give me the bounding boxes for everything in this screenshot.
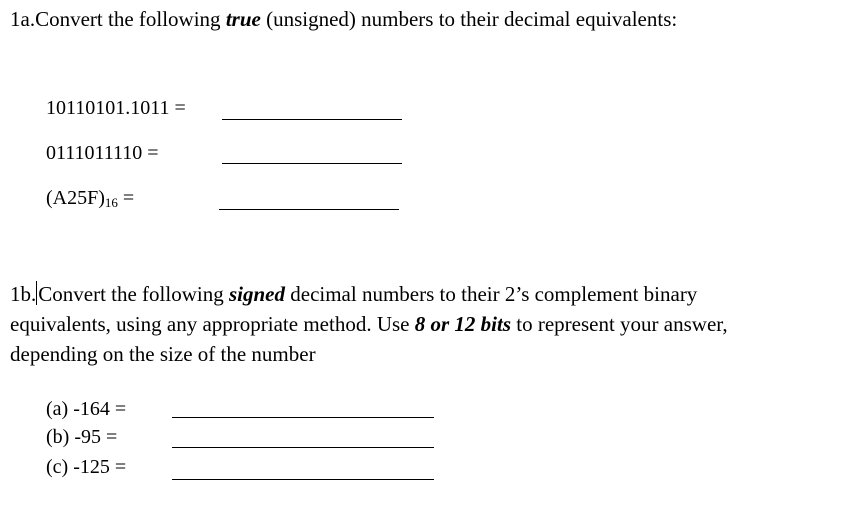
question-1a-text-pre: Convert the following: [35, 7, 226, 31]
answer-blank-1a-1[interactable]: [222, 119, 402, 120]
answer-blank-1a-2[interactable]: [222, 163, 402, 164]
question-1b-number: 1b.: [10, 282, 37, 306]
question-1b-line-2: [10, 309, 835, 339]
question-1a-item-3-base: 16: [104, 195, 118, 210]
answer-blank-1b-c[interactable]: [172, 479, 434, 480]
question-1b-line-3: depending on the size of the number: [10, 342, 316, 366]
question-1a-item-3-main: (A25F): [46, 187, 105, 209]
answer-blank-1b-b[interactable]: [172, 447, 434, 448]
question-1b-line-1-pre: Convert the following: [38, 282, 229, 306]
question-1b-item-c-label: (c): [46, 456, 69, 478]
question-1a-item-2: [46, 141, 159, 165]
question-1b-emphasis-bits: 8 or 12 bits: [414, 312, 511, 336]
question-1a-emphasis: true: [225, 7, 261, 31]
question-1b-item-c: [46, 455, 126, 479]
question-1b-heading: [10, 279, 835, 369]
question-1a-item-2-expr: 0111011110 =: [46, 142, 159, 164]
question-1b-item-a-expr: -164 =: [73, 398, 127, 420]
question-1b-item-b: [46, 425, 117, 449]
question-1a-item-1: [46, 96, 186, 120]
question-1a-text-post: (unsigned) numbers to their decimal equivalents:: [260, 7, 678, 31]
question-1a-number: 1a.: [10, 7, 36, 31]
question-1b-line-1-post: decimal numbers to their 2’s complement binary: [285, 282, 698, 306]
answer-blank-1b-a[interactable]: [172, 417, 434, 418]
question-1a-item-3: [46, 186, 134, 210]
question-1b-item-a: [46, 397, 126, 421]
question-1a-item-3-tail: =: [117, 187, 135, 209]
answer-blank-1a-3[interactable]: [219, 209, 399, 210]
question-1a-heading: [10, 7, 677, 31]
question-1b-line-2-pre: equivalents, using any appropriate method. Use: [10, 312, 415, 336]
question-1b-line-2-post: to represent your answer,: [511, 312, 728, 336]
question-1b-emphasis-signed: signed: [228, 282, 285, 306]
question-1b-item-b-expr: -95 =: [74, 426, 118, 448]
question-1b-item-b-label: (b): [46, 426, 70, 448]
question-1a-item-1-expr: 10110101.1011 =: [46, 97, 186, 119]
question-1b-item-c-expr: -125 =: [73, 456, 127, 478]
question-1b-item-a-label: (a): [46, 398, 69, 420]
question-1b-line-1: [10, 279, 835, 309]
